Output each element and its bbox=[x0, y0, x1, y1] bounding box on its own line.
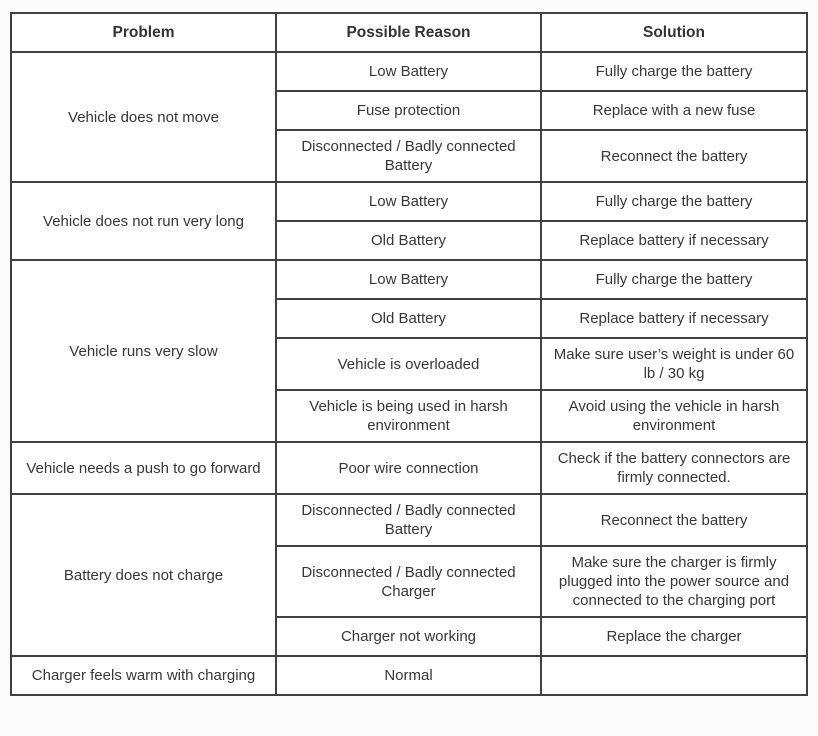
table-row bbox=[11, 260, 807, 299]
problem-cell: Vehicle needs a push to go forward bbox=[11, 442, 276, 494]
header-row bbox=[11, 13, 807, 52]
solution-cell: Replace with a new fuse bbox=[541, 91, 807, 130]
troubleshooting-table bbox=[10, 12, 808, 696]
solution-cell: Reconnect the battery bbox=[541, 494, 807, 546]
reason-cell: Disconnected / Badly connected Charger bbox=[276, 546, 541, 617]
problem-cell: Vehicle runs very slow bbox=[11, 260, 276, 442]
reason-cell: Disconnected / Badly connected Battery bbox=[276, 494, 541, 546]
reason-cell: Low Battery bbox=[276, 260, 541, 299]
table-row bbox=[11, 182, 807, 221]
solution-cell bbox=[541, 656, 807, 695]
column-header-solution: Solution bbox=[541, 13, 807, 52]
table-row bbox=[11, 494, 807, 546]
solution-cell: Replace the charger bbox=[541, 617, 807, 656]
table-row bbox=[11, 52, 807, 91]
problem-cell: Vehicle does not move bbox=[11, 52, 276, 182]
reason-cell: Fuse protection bbox=[276, 91, 541, 130]
reason-cell: Poor wire connection bbox=[276, 442, 541, 494]
reason-cell: Low Battery bbox=[276, 182, 541, 221]
reason-cell: Vehicle is being used in harsh environment bbox=[276, 390, 541, 442]
solution-cell: Avoid using the vehicle in harsh environment bbox=[541, 390, 807, 442]
table-row bbox=[11, 442, 807, 494]
reason-cell: Old Battery bbox=[276, 221, 541, 260]
solution-cell: Replace battery if necessary bbox=[541, 221, 807, 260]
solution-cell: Reconnect the battery bbox=[541, 130, 807, 182]
column-header-problem: Problem bbox=[11, 13, 276, 52]
solution-cell: Make sure the charger is firmly plugged into the power source and connected to the charging port bbox=[541, 546, 807, 617]
reason-cell: Charger not working bbox=[276, 617, 541, 656]
reason-cell: Old Battery bbox=[276, 299, 541, 338]
column-header-reason: Possible Reason bbox=[276, 13, 541, 52]
solution-cell: Fully charge the battery bbox=[541, 182, 807, 221]
problem-cell: Charger feels warm with charging bbox=[11, 656, 276, 695]
solution-cell: Fully charge the battery bbox=[541, 260, 807, 299]
solution-cell: Check if the battery connectors are firmly connected. bbox=[541, 442, 807, 494]
solution-cell: Fully charge the battery bbox=[541, 52, 807, 91]
problem-cell: Vehicle does not run very long bbox=[11, 182, 276, 260]
table-row bbox=[11, 656, 807, 695]
solution-cell: Make sure user’s weight is under 60 lb / 30 kg bbox=[541, 338, 807, 390]
reason-cell: Normal bbox=[276, 656, 541, 695]
reason-cell: Disconnected / Badly connected Battery bbox=[276, 130, 541, 182]
solution-cell: Replace battery if necessary bbox=[541, 299, 807, 338]
problem-cell: Battery does not charge bbox=[11, 494, 276, 656]
reason-cell: Vehicle is overloaded bbox=[276, 338, 541, 390]
troubleshooting-table-body bbox=[11, 52, 807, 695]
reason-cell: Low Battery bbox=[276, 52, 541, 91]
